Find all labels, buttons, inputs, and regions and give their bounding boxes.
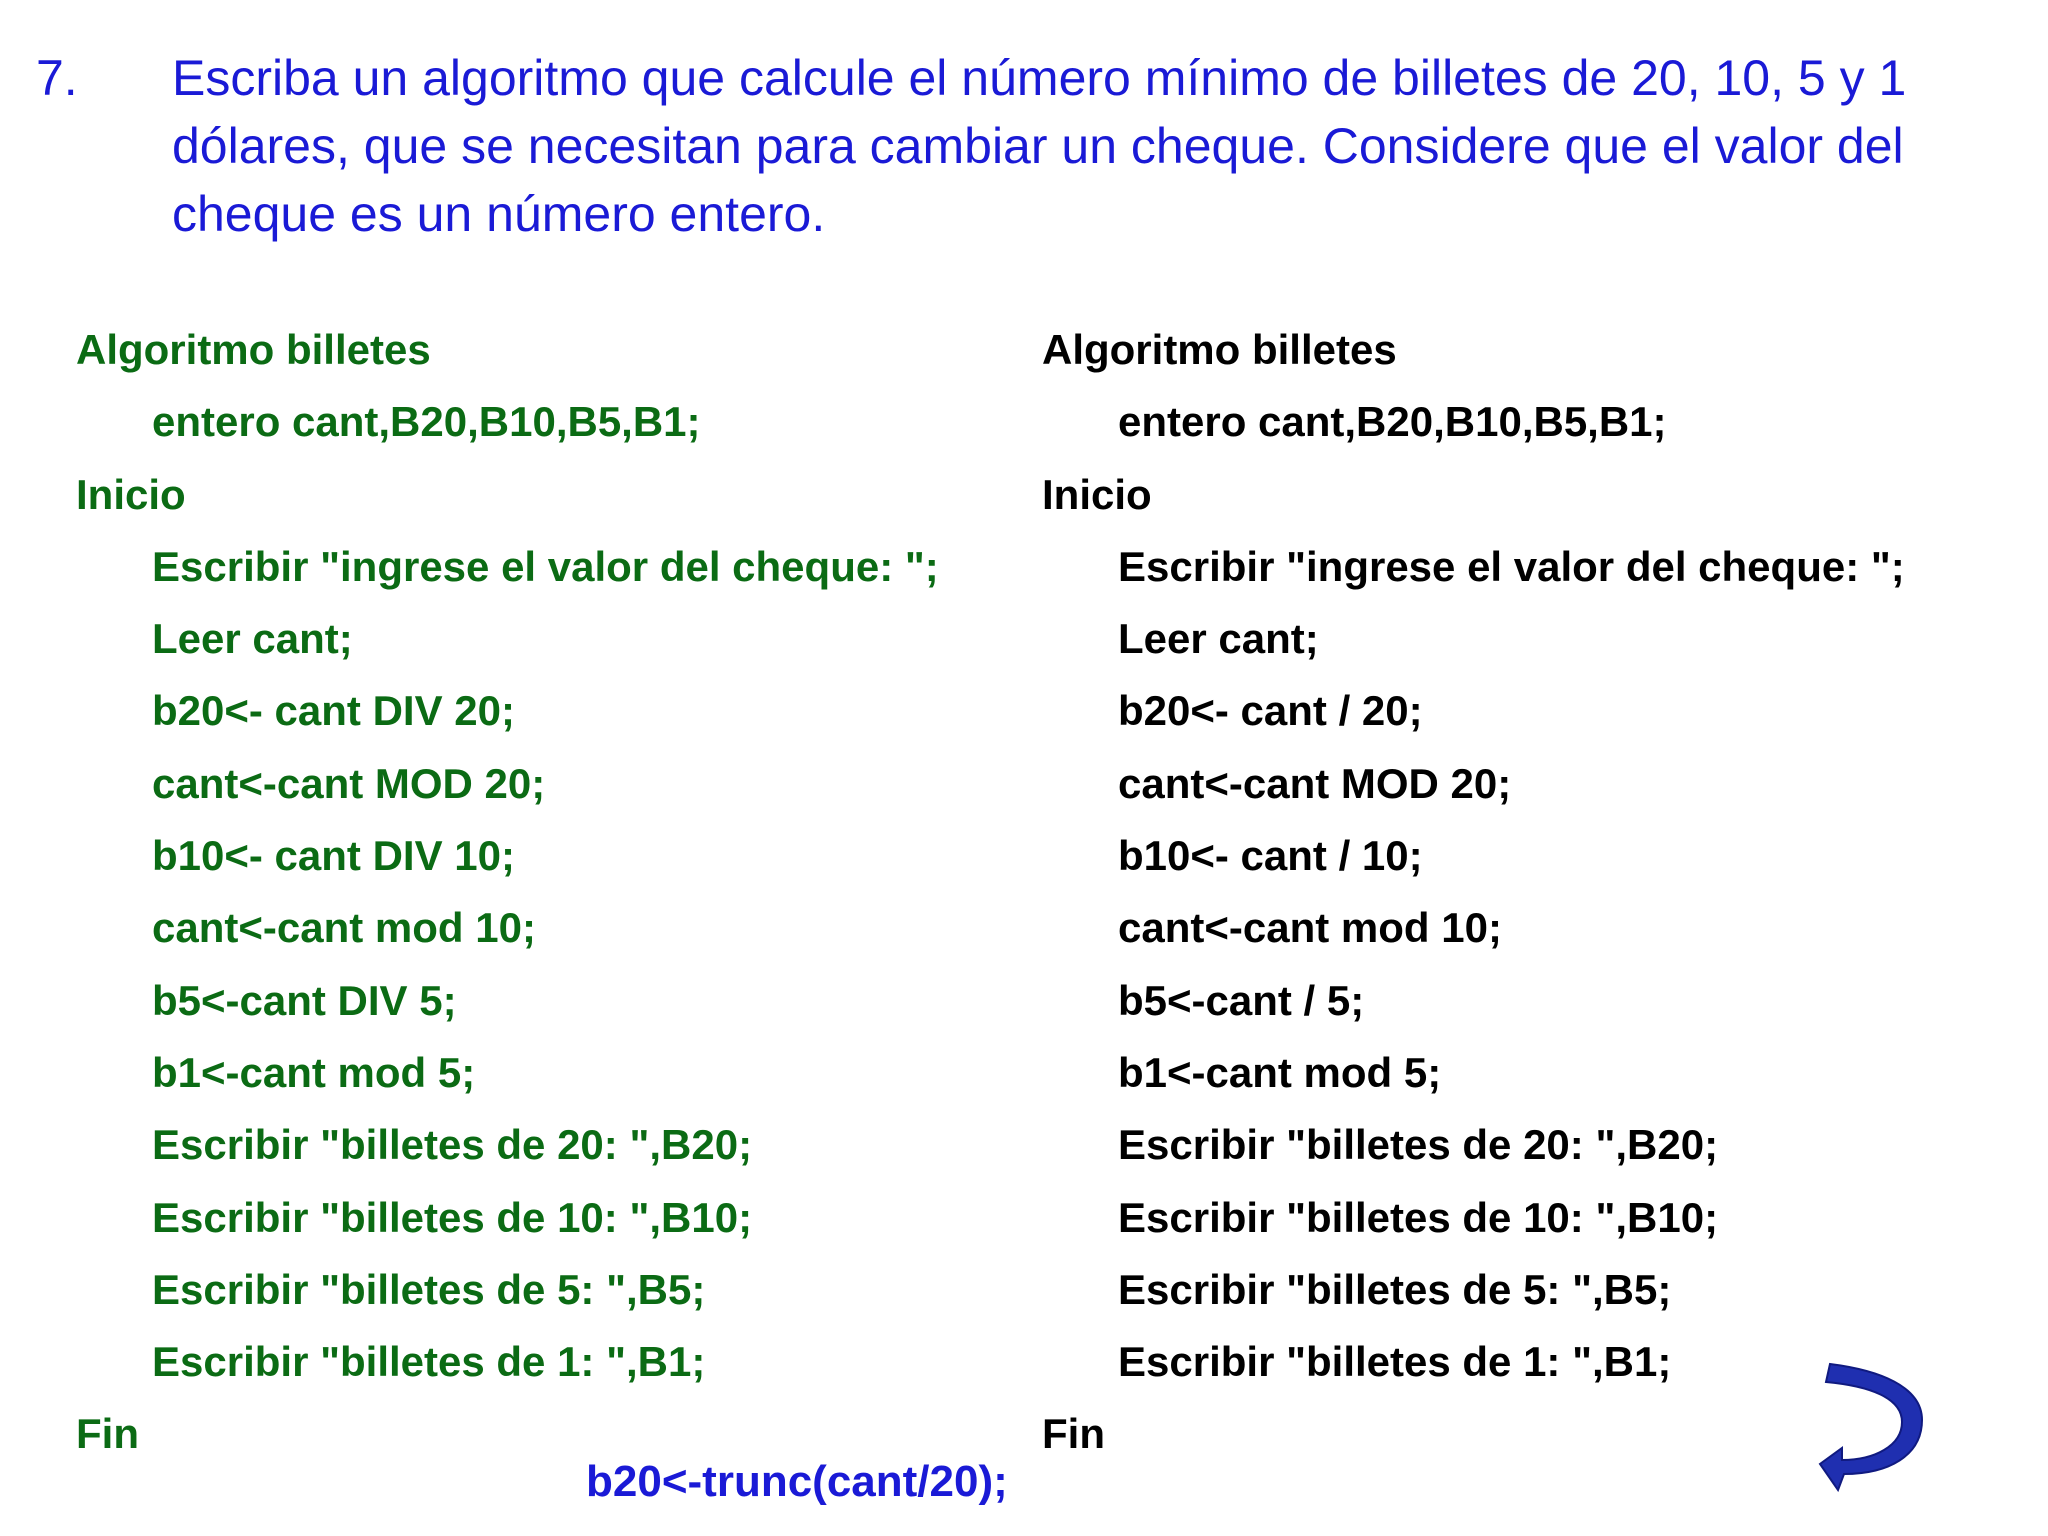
code-line: cant<-cant MOD 20; (152, 759, 546, 807)
code-line: Escribir "billetes de 10: ",B10; (152, 1193, 753, 1241)
code-line: cant<-cant mod 10; (152, 904, 536, 952)
problem-number: 7. (36, 50, 78, 106)
code-line: b5<-cant / 5; (1118, 976, 1365, 1024)
return-arrow-shape (1820, 1364, 1922, 1490)
code-line: Escribir "ingrese el valor del cheque: "; (152, 542, 939, 590)
code-line: Inicio (1042, 470, 1152, 518)
code-line: Escribir "billetes de 10: ",B10; (1118, 1193, 1719, 1241)
code-line: cant<-cant MOD 20; (1118, 759, 1512, 807)
code-line: b5<-cant DIV 5; (152, 976, 457, 1024)
code-line: entero cant,B20,B10,B5,B1; (152, 398, 701, 446)
code-line: Escribir "billetes de 20: ",B20; (1118, 1121, 1719, 1169)
code-line: Inicio (76, 470, 186, 518)
code-line: Escribir "ingrese el valor del cheque: "; (1118, 542, 1905, 590)
code-line: Algoritmo billetes (1042, 326, 1397, 373)
code-line: Escribir "billetes de 5: ",B5; (152, 1265, 706, 1313)
code-column-left (76, 314, 939, 1471)
code-line: b20<- cant / 20; (1118, 687, 1423, 735)
code-line: Escribir "billetes de 1: ",B1; (152, 1338, 706, 1386)
return-arrow-icon[interactable] (1818, 1356, 1930, 1496)
code-line: b20<- cant DIV 20; (152, 687, 515, 735)
code-line: Escribir "billetes de 20: ",B20; (152, 1121, 753, 1169)
code-line: Leer cant; (152, 615, 353, 663)
code-line: Algoritmo billetes (76, 326, 431, 373)
code-line: Fin (76, 1410, 139, 1458)
code-column-right (1042, 314, 1905, 1471)
code-line: Fin (1042, 1410, 1105, 1458)
code-line: b1<-cant mod 5; (1118, 1048, 1442, 1096)
code-line: b10<- cant / 10; (1118, 832, 1423, 880)
trunc-note: b20<-trunc(cant/20); (586, 1457, 1008, 1506)
problem-statement: Escriba un algoritmo que calcule el número mínimo de billetes de 20, 10, 5 y 1 dólares, que se necesitan para cambiar un cheque. Considere que el valor del cheque es un número entero. (172, 50, 1907, 242)
code-line: b10<- cant DIV 10; (152, 832, 515, 880)
code-line: entero cant,B20,B10,B5,B1; (1118, 398, 1667, 446)
code-line: Escribir "billetes de 5: ",B5; (1118, 1265, 1672, 1313)
code-line: b1<-cant mod 5; (152, 1048, 476, 1096)
code-line: Leer cant; (1118, 615, 1319, 663)
code-line: Escribir "billetes de 1: ",B1; (1118, 1338, 1672, 1386)
code-line: cant<-cant mod 10; (1118, 904, 1502, 952)
